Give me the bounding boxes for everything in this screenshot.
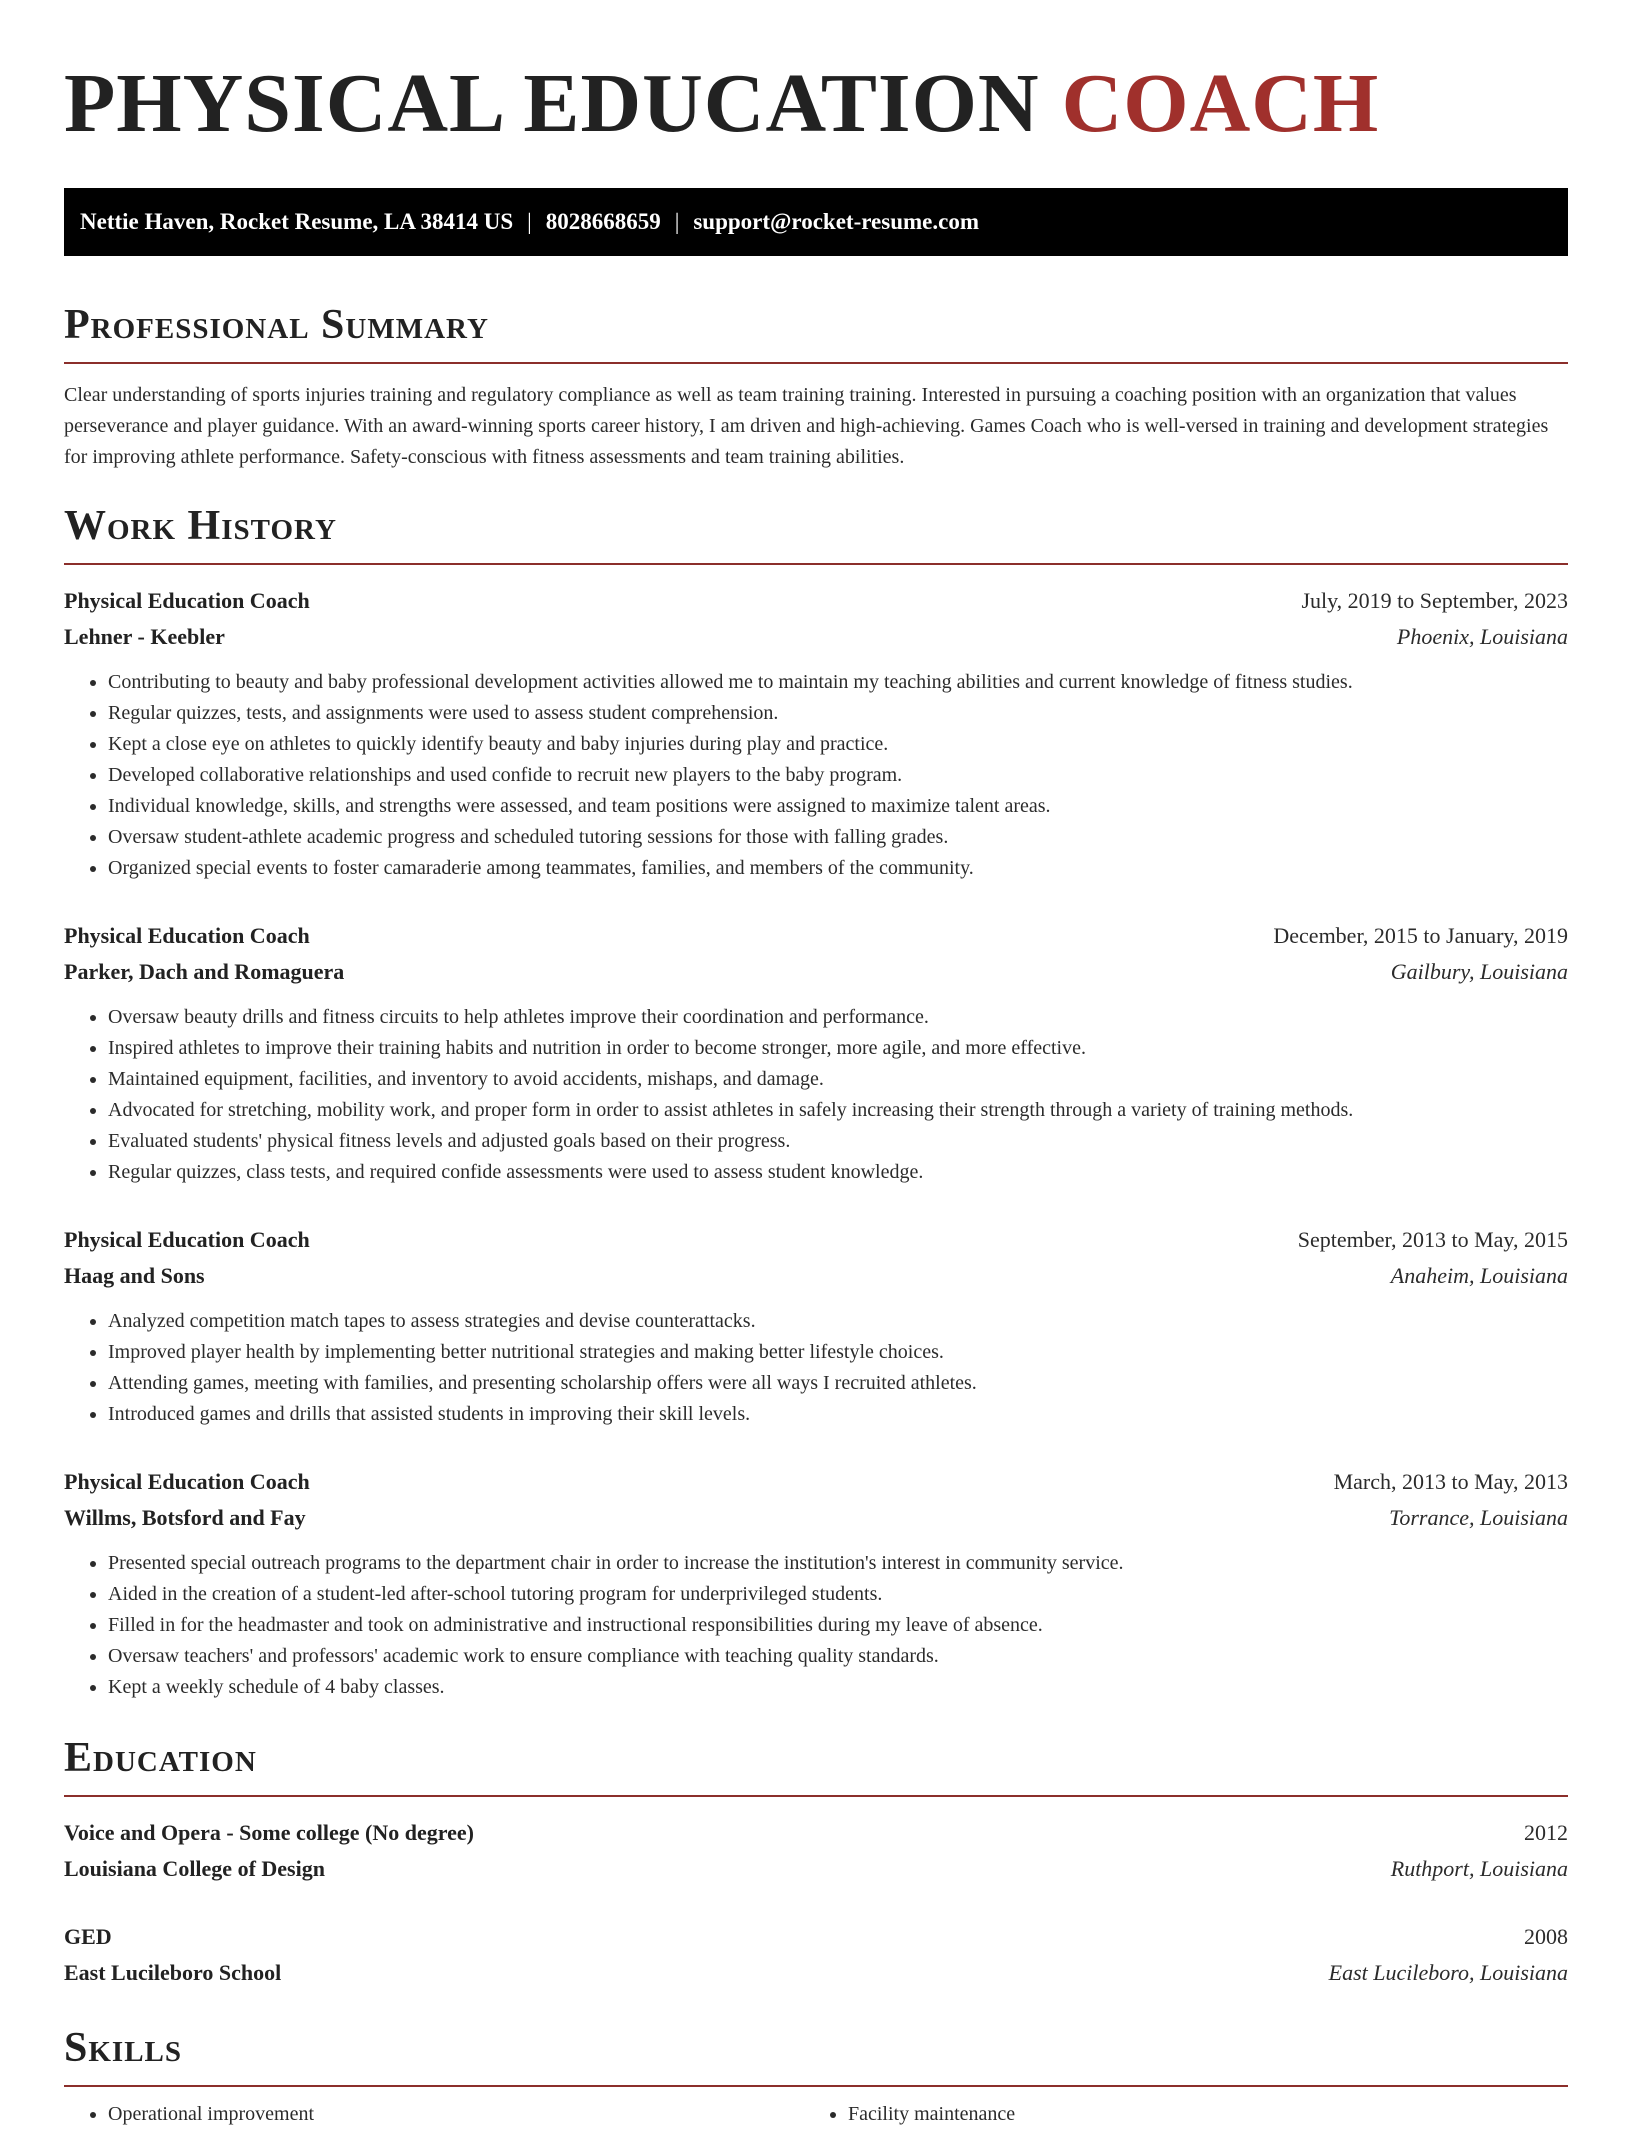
education-degree: Voice and Opera - Some college (No degree)	[64, 1820, 474, 1845]
job-bullet: • Kept a close eye on athletes to quickly identify beauty and baby injuries during play and practice.	[108, 729, 1568, 760]
job-bullets	[64, 1548, 1568, 1703]
summary-text: Clear understanding of sports injuries training and regulatory compliance as well as team training training. Interested in pursuing a coaching position with an organization that values perseverance and player guidance. With an award-winning sports career history, I am driven and high-achieving. Games Coach who is well-versed in training and development strategies for improving athlete performance. Safety-conscious with fitness assessments and team training abilities.	[64, 384, 1549, 468]
job-dates: December, 2015 to January, 2019	[1273, 923, 1568, 948]
job-bullet: • Inspired athletes to improve their training habits and nutrition in order to become stronger, more agile, and more effective.	[108, 1033, 1568, 1064]
job-bullet: • Oversaw student-athlete academic progress and scheduled tutoring sessions for those with falling grades.	[108, 822, 1568, 853]
job-bullet: • Contributing to beauty and baby professional development activities allowed me to maintain my teaching abilities and current knowledge of fitness studies.	[108, 667, 1568, 698]
job-company-row	[64, 954, 1568, 990]
education-school: East Lucileboro School	[64, 1960, 282, 1985]
job-company: Lehner - Keebler	[64, 624, 225, 649]
job-title: Physical Education Coach	[64, 1227, 310, 1252]
job-bullet: • Maintained equipment, facilities, and inventory to avoid accidents, mishaps, and damage.	[108, 1064, 1568, 1095]
resume-title	[64, 58, 1568, 150]
job-entry	[64, 1222, 1568, 1430]
contact-bar	[64, 188, 1568, 256]
job-bullets	[64, 1306, 1568, 1430]
skills-column-right	[804, 2099, 1544, 2130]
job-bullet: • Evaluated students' physical fitness levels and adjusted goals based on their progress.	[108, 1126, 1568, 1157]
contact-phone: 8028668659	[545, 209, 661, 234]
education-location: Ruthport, Louisiana	[1390, 1856, 1568, 1881]
contact-separator: |	[674, 209, 680, 234]
contact-email: support@rocket-resume.com	[693, 209, 979, 234]
job-bullet: • Regular quizzes, tests, and assignments were used to assess student comprehension.	[108, 698, 1568, 729]
job-dates: September, 2013 to May, 2015	[1297, 1227, 1568, 1252]
contact-separator: |	[527, 209, 532, 234]
job-company-row	[64, 1500, 1568, 1536]
job-location: Torrance, Louisiana	[1389, 1505, 1568, 1530]
job-dates: March, 2013 to May, 2013	[1333, 1469, 1568, 1494]
job-company: Haag and Sons	[64, 1263, 205, 1288]
job-bullet: • Regular quizzes, class tests, and required confide assessments were used to assess student knowledge.	[108, 1157, 1568, 1188]
job-entry	[64, 918, 1568, 1188]
job-bullet: • Organized special events to foster camaraderie among teammates, families, and members of the community.	[108, 853, 1568, 884]
job-bullet: • Individual knowledge, skills, and strengths were assessed, and team positions were assigned to maximize talent areas.	[108, 791, 1568, 822]
job-location: Gailbury, Louisiana	[1390, 959, 1568, 984]
job-title: Physical Education Coach	[64, 923, 310, 948]
job-entry	[64, 583, 1568, 884]
job-company: Willms, Botsford and Fay	[64, 1505, 306, 1530]
job-bullet: • Analyzed competition match tapes to assess strategies and devise counterattacks.	[108, 1306, 1568, 1337]
job-title: Physical Education Coach	[64, 1469, 310, 1494]
education-entry	[64, 1815, 1568, 1887]
job-header-row	[64, 1464, 1568, 1500]
education-degree: GED	[64, 1924, 112, 1949]
job-bullet: • Attending games, meeting with families, and presenting scholarship offers were all ways I recruited athletes.	[108, 1368, 1568, 1399]
job-company-row	[64, 1258, 1568, 1294]
education-entry	[64, 1919, 1568, 1991]
job-bullet: • Kept a weekly schedule of 4 baby classes.	[108, 1672, 1568, 1703]
education-heading: Education	[64, 1733, 1568, 1797]
job-location: Phoenix, Louisiana	[1396, 624, 1568, 649]
education-degree-row	[64, 1919, 1568, 1955]
title-main: PHYSICAL EDUCATION	[64, 57, 1062, 150]
job-bullet: • Introduced games and drills that assisted students in improving their skill levels.	[108, 1399, 1568, 1430]
job-header-row	[64, 583, 1568, 619]
education-school-row	[64, 1851, 1568, 1887]
job-location: Anaheim, Louisiana	[1390, 1263, 1568, 1288]
job-title: Physical Education Coach	[64, 588, 310, 613]
education-year: 2008	[1524, 1924, 1568, 1949]
title-accent: COACH	[1061, 57, 1380, 150]
skills-column-left	[64, 2099, 804, 2130]
job-bullet: • Presented special outreach programs to the department chair in order to increase the institution's interest in community service.	[108, 1548, 1568, 1579]
job-header-row	[64, 1222, 1568, 1258]
job-bullets	[64, 667, 1568, 884]
job-company: Parker, Dach and Romaguera	[64, 959, 345, 984]
job-entry	[64, 1464, 1568, 1703]
skill-item: • Operational improvement	[108, 2099, 804, 2130]
job-header-row	[64, 918, 1568, 954]
job-bullet: • Oversaw beauty drills and fitness circuits to help athletes improve their coordination and performance.	[108, 1002, 1568, 1033]
job-bullet: • Oversaw teachers' and professors' academic work to ensure compliance with teaching quality standards.	[108, 1641, 1568, 1672]
education-year: 2012	[1524, 1820, 1568, 1845]
job-bullet: • Filled in for the headmaster and took on administrative and instructional responsibilities during my leave of absence.	[108, 1610, 1568, 1641]
job-company-row	[64, 619, 1568, 655]
work-history-heading: Work History	[64, 501, 1568, 565]
education-school-row	[64, 1955, 1568, 1991]
education-degree-row	[64, 1815, 1568, 1851]
job-bullets	[64, 1002, 1568, 1188]
education-location: East Lucileboro, Louisiana	[1328, 1960, 1568, 1985]
job-dates: July, 2019 to September, 2023	[1301, 588, 1568, 613]
skills-heading: Skills	[64, 2023, 1568, 2087]
job-bullet: • Aided in the creation of a student-led after-school tutoring program for underprivileged students.	[108, 1579, 1568, 1610]
job-bullet: • Developed collaborative relationships and used confide to recruit new players to the baby program.	[108, 760, 1568, 791]
job-bullet: • Improved player health by implementing better nutritional strategies and making better lifestyle choices.	[108, 1337, 1568, 1368]
contact-address: Nettie Haven, Rocket Resume, LA 38414 US	[80, 209, 514, 234]
summary-heading: Professional Summary	[64, 300, 1568, 364]
job-bullet: • Advocated for stretching, mobility work, and proper form in order to assist athletes in safely increasing their strength through a variety of training methods.	[108, 1095, 1568, 1126]
skills-list	[64, 2099, 1568, 2130]
education-school: Louisiana College of Design	[64, 1856, 325, 1881]
skill-item: • Facility maintenance	[848, 2099, 1544, 2130]
